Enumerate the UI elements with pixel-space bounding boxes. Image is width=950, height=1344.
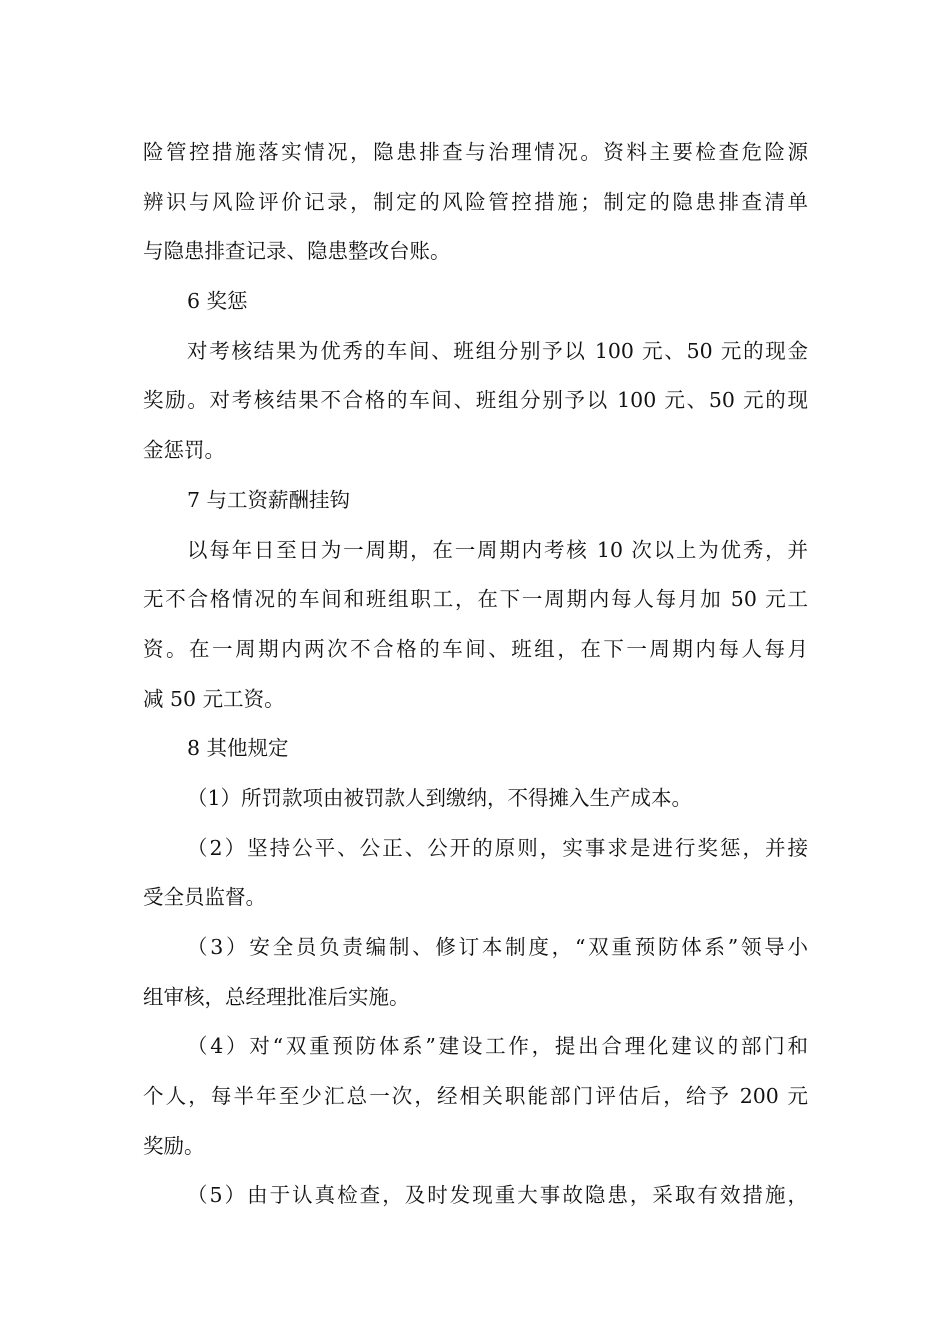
text-line: 险管控措施落实情况，隐患排查与治理情况。资料主要检查危险源 (143, 140, 808, 164)
text-line: 奖励。对考核结果不合格的车间、班组分别予以 100 元、50 元的现 (143, 388, 808, 413)
text-line: （2）坚持公平、公正、公开的原则，实事求是进行奖惩，并接 (187, 835, 808, 860)
text-line: 组审核，总经理批准后实施。 (143, 984, 410, 1009)
text-line: 金惩罚。 (143, 438, 225, 463)
text-line: 对考核结果为优秀的车间、班组分别予以 100 元、50 元的现金 (187, 338, 808, 363)
section-heading-7: 7 与工资薪酬挂钩 (187, 487, 351, 512)
text-line: 资。在一周期内两次不合格的车间、班组，在下一周期内每人每月 (143, 636, 808, 661)
text-line: 与隐患排查记录、隐患整改台账。 (143, 239, 451, 264)
text-line: 辨识与风险评价记录，制定的风险管控措施；制定的隐患排查清单 (143, 189, 808, 214)
text-line: 以每年日至日为一周期，在一周期内考核 10 次以上为优秀，并 (187, 537, 808, 562)
text-line: （4）对“双重预防体系”建设工作，提出合理化建议的部门和 (187, 1034, 808, 1059)
text-line: 受全员监督。 (143, 885, 266, 910)
text-line: （1）所罚款项由被罚款人到缴纳，不得摊入生产成本。 (187, 785, 693, 810)
text-line: 减 50 元工资。 (143, 686, 285, 711)
section-heading-6: 6 奖惩 (187, 289, 248, 314)
text-line: 个人，每半年至少汇总一次，经相关职能部门评估后，给予 200 元 (143, 1084, 808, 1109)
text-line: 奖励。 (143, 1133, 205, 1158)
document-body (143, 128, 808, 1221)
text-line: （5）由于认真检查，及时发现重大事故隐患，采取有效措施， (187, 1183, 808, 1208)
section-heading-8: 8 其他规定 (187, 736, 289, 761)
text-line: （3）安全员负责编制、修订本制度，“双重预防体系”领导小 (187, 935, 808, 959)
text-line: 无不合格情况的车间和班组职工，在下一周期内每人每月加 50 元工 (143, 587, 808, 612)
